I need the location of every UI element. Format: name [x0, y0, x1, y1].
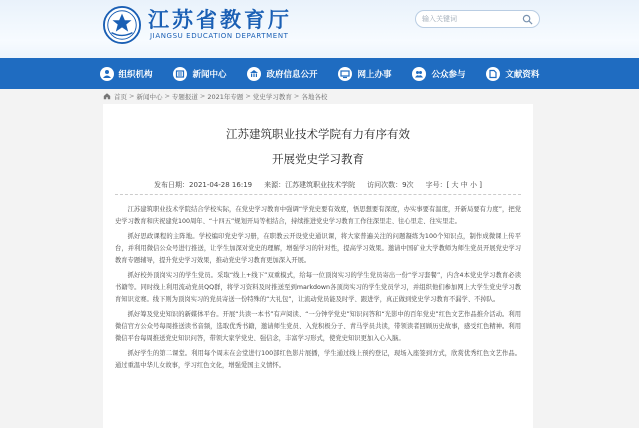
nav-item-public-participation[interactable] [412, 67, 465, 81]
search-icon[interactable] [522, 14, 533, 25]
breadcrumb-party-history[interactable]: 党史学习教育 [252, 92, 292, 101]
breadcrumb-news[interactable]: 新闻中心 [136, 92, 163, 101]
site-header [0, 0, 639, 58]
nav-label: 公众参与 [431, 69, 466, 80]
nav-item-online-service[interactable] [338, 67, 391, 81]
main-nav [0, 58, 639, 89]
nav-item-documents[interactable] [486, 67, 539, 81]
news-icon [173, 67, 187, 81]
search-input[interactable] [422, 12, 522, 26]
article-paragraph: 抓好校外顶岗实习的学生党员。采取“线上+线下”双重模式，给每一位顶岗实习的学生党员寄出一份“学习套餐”，内含4本党史学习教育必读书籍等。同时线上利用流动党员QQ群，将学习资料及时推送至到markdown各顶岗实习的学生党员学习，并组织他们参加网上大学生党史学习教育知识竞赛。线下则为顶岗实习的党员寄送一份特殊的“大礼包”，让流动党员能及时学、跟进学，真正做到党史学习教育不漏学、不掉队。 [115, 272, 521, 303]
breadcrumb-2021[interactable]: 2021年专题 [207, 92, 244, 101]
nav-item-gov-info[interactable] [247, 67, 317, 81]
view-count: 访问次数：9次 [367, 181, 414, 189]
site-title: 江苏省教育厅 [148, 7, 292, 32]
org-icon [100, 67, 114, 81]
divider [115, 194, 521, 195]
nav-item-news[interactable] [173, 67, 226, 81]
home-icon [103, 92, 111, 100]
nav-label: 文献资料 [505, 69, 540, 80]
article-title-line2: 开展党史学习教育 [272, 152, 364, 166]
breadcrumb-home[interactable]: 首页 [114, 92, 127, 101]
article-paragraph: 抓好筹及党史知识的新媒体平台。开展“共读一本书”有声阅读、“一分钟学党史”知识问答和“光影中的百年党史”红色文艺作品推介活动。利用微信官方公众号每周推送读书音频，选取优秀书籍，邀请师生党员、入党积极分子、青马学员共读，带领读者回顾历史故事，感受红色精神。利用微信平台每周推送党史知识问答，带领大家学党史、强信念，丰富学习形式，使党史知识更加入心入脑。 [115, 311, 521, 342]
nav-label: 网上办事 [357, 69, 392, 80]
font-size-selector[interactable]: 字号：[ 大 中 小 ] [425, 181, 482, 189]
nav-label: 政府信息公开 [266, 69, 318, 80]
article-title-line1: 江苏建筑职业技术学院有力有序有效 [226, 127, 410, 141]
search-box [415, 10, 540, 28]
article-paragraph: 江苏建筑职业技术学院结合学校实际，在党史学习教育中强调“学党史要有效度，悟思想要有深度，办实事要有温度，开新局要有力度”，把党史学习教育和庆祝建党100周年、“十四五”规划开局等相结合，持续推进党史学习教育工作往深里走、往心里走、往实里走。 [115, 206, 521, 225]
article-panel [103, 104, 533, 428]
public-participation-icon [412, 67, 426, 81]
breadcrumb: 首页 > 新闻中心 > 专题报道 > 2021年专题 > 党史学习教育 > 各地各校 [103, 90, 327, 102]
nav-label: 组织机构 [118, 69, 153, 80]
article-body [115, 204, 521, 375]
breadcrumb-local-schools[interactable]: 各地各校 [301, 92, 328, 101]
gov-info-icon [247, 67, 261, 81]
nav-label: 新闻中心 [192, 69, 227, 80]
documents-icon [486, 67, 500, 81]
article-paragraph: 抓好思政课程的主阵地。学校编印党史学习册，在职教云开设党史通识课，将大家普遍关注的问题凝练为100个知识点，制作成微课上传平台，并利用微信公众号进行推送，让学生加深对党史的理解，增强学习的针对性，提高学习效果。邀请中国矿业大学教师为师生党员开展党史学习教育专题辅导，提升党史学习效果，推动党史学习教育更加深入开展。 [115, 233, 521, 264]
article-paragraph: 抓好学生的第二课堂。利用每个周末在会堂进行100部红色影片展播，学生通过线上预约登记，现场入座签到方式，欣赏优秀红色文艺作品。通过重温中华儿女故事，学习红色文化，增强爱国主义情怀。 [115, 350, 521, 369]
jiangsu-emblem-icon[interactable] [103, 6, 141, 44]
online-service-icon [338, 67, 352, 81]
site-subtitle: JIANGSU EDUCATION DEPARTMENT [150, 32, 289, 40]
article-meta [103, 180, 533, 190]
article-source: 来源：江苏建筑职业技术学院 [264, 181, 356, 189]
nav-item-org[interactable] [100, 67, 153, 81]
publish-time: 发布日期：2021-04-28 16:19 [154, 181, 253, 189]
breadcrumb-special[interactable]: 专题报道 [171, 92, 198, 101]
